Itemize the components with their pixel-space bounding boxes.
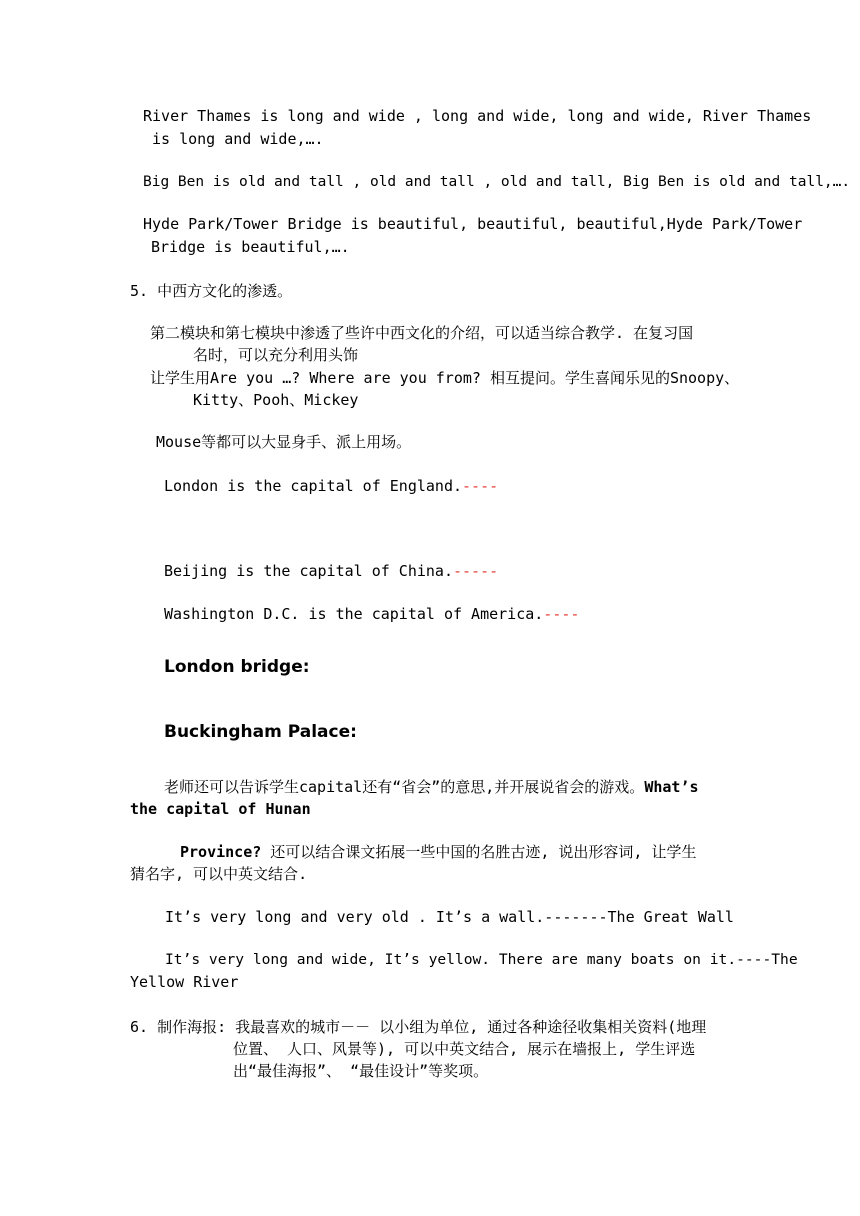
teacher-line-2: the capital of Hunan bbox=[130, 800, 311, 818]
section-6-text: 制作海报: 我最喜欢的城市－－ 以小组为单位, 通过各种途径收集相关资料(地理 bbox=[157, 1018, 707, 1036]
capital-blank: ---- bbox=[543, 605, 580, 623]
capital-blank: ---- bbox=[462, 477, 499, 495]
section-5-para2-line2: Kitty、Pooh、Mickey bbox=[193, 391, 359, 409]
teacher-line-3 bbox=[180, 841, 696, 863]
teacher-line-1 bbox=[164, 776, 699, 798]
big-ben-line: Big Ben is old and tall , old and tall , old and tall, Big Ben is old and tall,…. bbox=[143, 174, 851, 190]
capital-line-london bbox=[164, 475, 498, 497]
section-5-para1-line2: 名时，可以充分利用头饰 bbox=[193, 346, 359, 364]
riddle-yellow-river-line-1: It’s very long and wide, It’s yellow. There are many boats on it.----The bbox=[165, 951, 798, 968]
section-5-para3: Mouse等都可以大显身手、派上用场。 bbox=[156, 433, 412, 451]
teacher-line-1-text: 老师还可以告诉学生capital还有“省会”的意思,并开展说省会的游戏。 bbox=[164, 778, 645, 796]
buckingham-palace-heading: Buckingham Palace: bbox=[164, 722, 357, 742]
section-5-title: 中西方文化的渗透。 bbox=[157, 282, 293, 300]
thames-line-2: is long and wide,…. bbox=[152, 130, 324, 148]
teacher-line-4: 猜名字, 可以中英文结合. bbox=[130, 865, 308, 883]
capital-line-beijing bbox=[164, 560, 498, 582]
section-5-number: 5. bbox=[130, 282, 149, 300]
teacher-question-end: Province? bbox=[180, 843, 262, 861]
section-6-line-3: 出“最佳海报”、 “最佳设计”等奖项。 bbox=[233, 1062, 489, 1080]
capital-text: London is the capital of England. bbox=[164, 477, 463, 495]
thames-line-1: River Thames is long and wide , long and wide, long and wide, River Thames bbox=[143, 107, 812, 125]
capital-text: Beijing is the capital of China. bbox=[164, 562, 453, 580]
section-5-para2-line1: 让学生用Are you …? Where are you from? 相互提问。学生喜闻乐见的Snoopy、 bbox=[150, 369, 740, 387]
teacher-line-3-text: 还可以结合课文拓展一些中国的名胜古迹, 说出形容词, 让学生 bbox=[261, 843, 697, 861]
capital-line-washington bbox=[164, 603, 579, 625]
riddle-great-wall: It’s very long and very old . It’s a wall.-------The Great Wall bbox=[165, 908, 734, 926]
hyde-park-line-2: Bridge is beautiful,…. bbox=[151, 238, 350, 256]
london-bridge-heading: London bridge: bbox=[164, 657, 310, 677]
hyde-park-line-1: Hyde Park/Tower Bridge is beautiful, beautiful, beautiful,Hyde Park/Tower bbox=[143, 215, 803, 233]
section-6-line-1 bbox=[130, 1016, 706, 1038]
section-6-line-2: 位置、 人口、风景等), 可以中英文结合, 展示在墙报上, 学生评选 bbox=[233, 1040, 696, 1058]
section-5-heading bbox=[130, 280, 292, 302]
section-6-number: 6. bbox=[130, 1018, 149, 1036]
riddle-yellow-river-line-2: Yellow River bbox=[130, 973, 239, 991]
teacher-question-start: What’s bbox=[644, 778, 699, 796]
capital-text: Washington D.C. is the capital of America. bbox=[164, 605, 544, 623]
section-5-para1-line1: 第二模块和第七模块中渗透了些许中西文化的介绍，可以适当综合教学. 在复习国 bbox=[150, 324, 694, 342]
capital-blank: ----- bbox=[452, 562, 499, 580]
